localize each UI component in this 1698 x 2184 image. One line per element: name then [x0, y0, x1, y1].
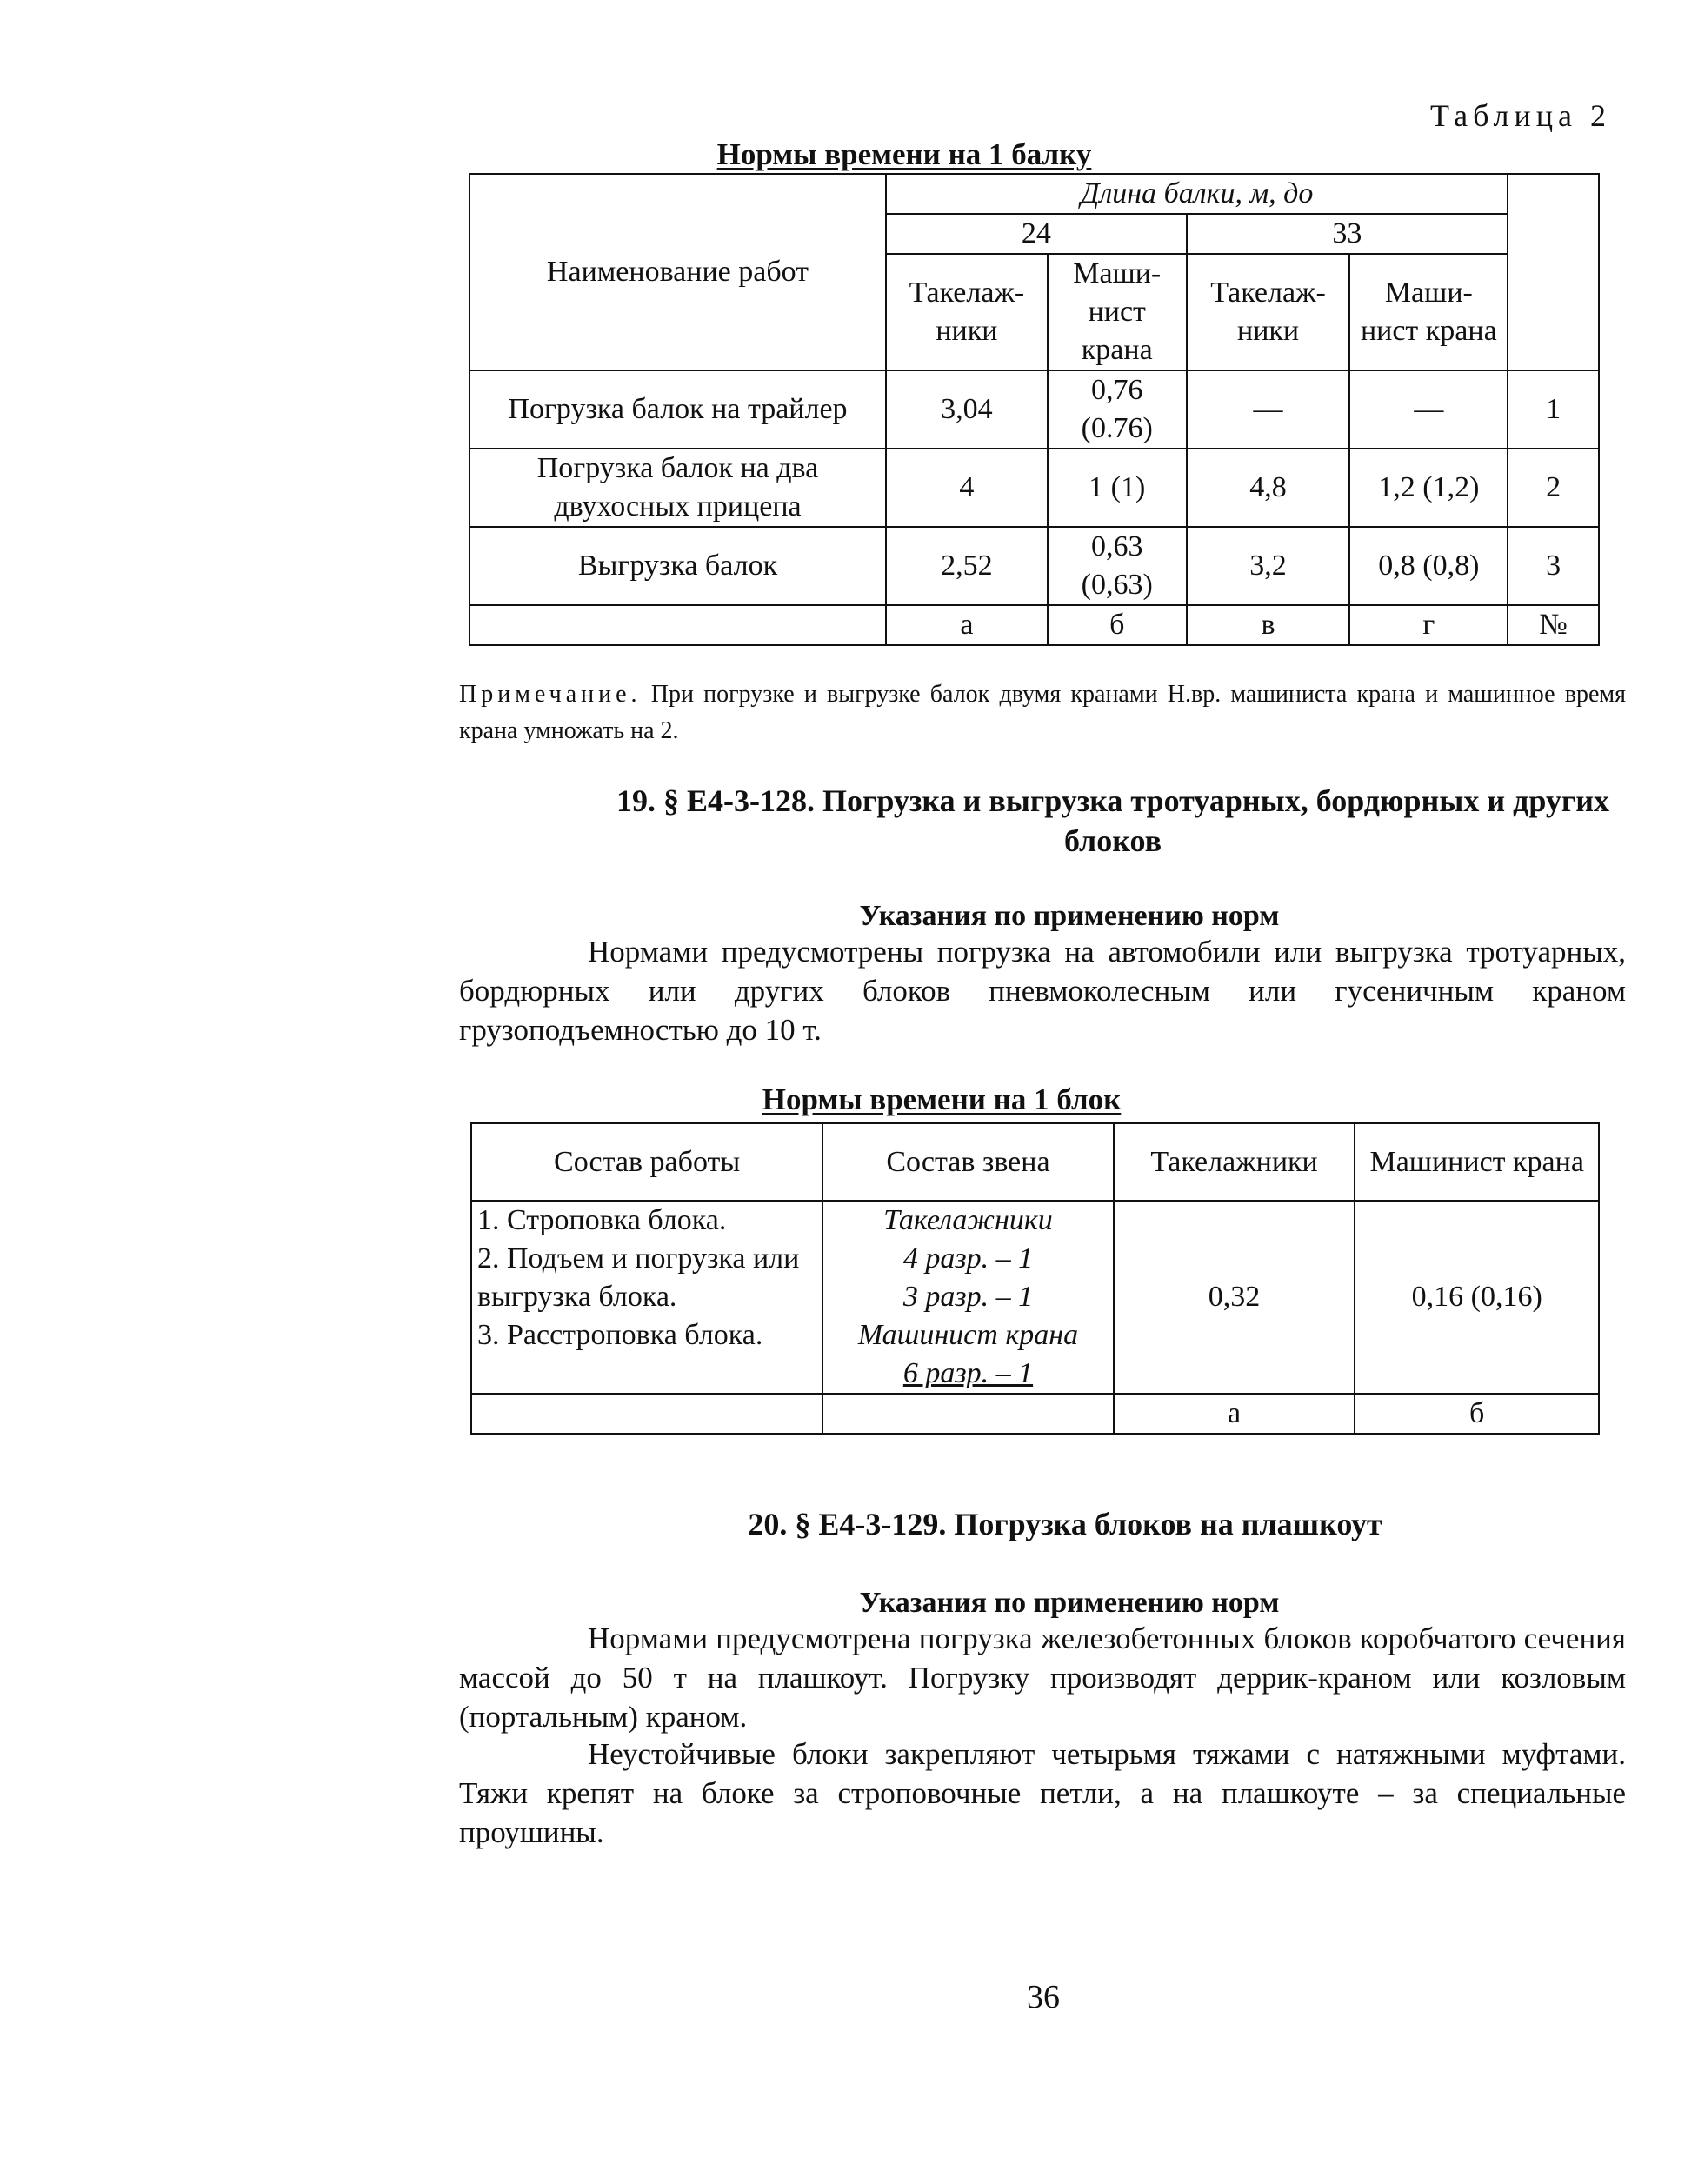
note-label: Примечание. [459, 681, 642, 708]
footer-blank [469, 605, 886, 645]
header-crane-operator: Машинист крана [1355, 1123, 1599, 1201]
cell-c: 3,2 [1187, 527, 1350, 605]
riggers-value: 0,32 [1114, 1201, 1355, 1394]
section20-paragraph: Нормами предусмотрена погрузка железобетонных блоков коробчатого сечения массой до 50 т на плашкоут. Погрузку производят деррик-краном или козловым (портальным) краном. [459, 1621, 1626, 1734]
section19-subtitle: Указания по применению норм [859, 900, 1280, 932]
cell-d: 1,2 (1,2) [1349, 449, 1508, 527]
work-steps-cell [471, 1201, 822, 1394]
table-note [459, 676, 1626, 749]
header-work-name: Наименование работ [469, 174, 886, 370]
page-number: 36 [1027, 1979, 1060, 2015]
table2-caption: Нормы времени на 1 блок [762, 1082, 1122, 1116]
footer-num: № [1508, 605, 1599, 645]
work-step: 2. Подъем и погрузка или выгрузка блока. [477, 1242, 800, 1313]
footer-a: а [1114, 1394, 1355, 1434]
table-footer-row [471, 1394, 1599, 1434]
time-norms-beam-table [469, 173, 1600, 646]
header-length-group: Длина балки, м, до [886, 174, 1508, 214]
section20-title: 20. § Е4-3-129. Погрузка блоков на плашкоут [748, 1507, 1382, 1541]
table-number-label: Таблица 2 [1430, 98, 1611, 133]
crew-line: 3 разр. – 1 [902, 1281, 1034, 1313]
cell-a: 2,52 [886, 527, 1048, 605]
table-row [469, 370, 1599, 449]
cell-d: — [1349, 370, 1508, 449]
crew-line: 6 разр. – 1 [902, 1357, 1034, 1389]
table-row [469, 449, 1599, 527]
footer-b: б [1355, 1394, 1599, 1434]
header-len-33: 33 [1187, 214, 1508, 254]
cell-num: 1 [1508, 370, 1599, 449]
table1-caption: Нормы времени на 1 балку [716, 137, 1092, 171]
row-name: Выгрузка балок [469, 527, 886, 605]
cell-b: 0,63 (0,63) [1048, 527, 1187, 605]
header-len-24: 24 [886, 214, 1187, 254]
footer-c: в [1187, 605, 1350, 645]
header-crew: Состав звена [822, 1123, 1113, 1201]
header-blank [1508, 174, 1599, 370]
crew-cell [822, 1201, 1113, 1394]
table-row [471, 1201, 1599, 1394]
footer-d: г [1349, 605, 1508, 645]
crew-line: 4 разр. – 1 [902, 1242, 1034, 1275]
cell-b: 1 (1) [1048, 449, 1187, 527]
cell-num: 2 [1508, 449, 1599, 527]
section19-text: Нормами предусмотрены погрузка на автомобили или выгрузка тротуарных, бордюрных или других блоков пневмоколесным или гусеничным краном грузоподъемностью до 10 т. [459, 935, 1626, 1047]
work-step: 3. Расстроповка блока. [477, 1319, 763, 1351]
header-riggers: Такелаж- ники [886, 254, 1048, 370]
table-footer-row [469, 605, 1599, 645]
footer-blank [471, 1394, 822, 1434]
footer-blank [822, 1394, 1113, 1434]
note-text: При погрузке и выгрузке балок двумя кранами Н.вр. машиниста крана и машинное время крана умножать на 2. [459, 681, 1626, 744]
cell-num: 3 [1508, 527, 1599, 605]
header-crane-operator: Маши- нист крана [1048, 254, 1187, 370]
crew-line: Такелажники [883, 1204, 1053, 1236]
header-riggers: Такелажники [1114, 1123, 1355, 1201]
section20-paragraph: Неустойчивые блоки закрепляют четырьмя тяжами с натяжными муфтами. Тяжи крепят на блоке за строповочные петли, а на плашкоуте – за специальные проушины. [459, 1737, 1626, 1849]
row-name: Погрузка балок на трайлер [469, 370, 886, 449]
footer-a: а [886, 605, 1048, 645]
cell-b: 0,76 (0.76) [1048, 370, 1187, 449]
header-crane-operator: Маши- нист крана [1349, 254, 1508, 370]
crane-value: 0,16 (0,16) [1355, 1201, 1599, 1394]
cell-a: 3,04 [886, 370, 1048, 449]
header-riggers: Такелаж- ники [1187, 254, 1350, 370]
row-name: Погрузка балок на два двухосных прицепа [469, 449, 886, 527]
cell-a: 4 [886, 449, 1048, 527]
time-norms-block-table [470, 1122, 1600, 1435]
cell-c: — [1187, 370, 1350, 449]
footer-b: б [1048, 605, 1187, 645]
section19-title: 19. § Е4-3-128. Погрузка и выгрузка тротуарных, бордюрных и других блоков [616, 783, 1609, 858]
table-row [469, 527, 1599, 605]
crew-line: Машинист крана [857, 1319, 1079, 1351]
cell-c: 4,8 [1187, 449, 1350, 527]
cell-d: 0,8 (0,8) [1349, 527, 1508, 605]
section20-subtitle: Указания по применению норм [859, 1587, 1280, 1619]
header-work: Состав работы [471, 1123, 822, 1201]
work-step: 1. Строповка блока. [477, 1204, 727, 1236]
